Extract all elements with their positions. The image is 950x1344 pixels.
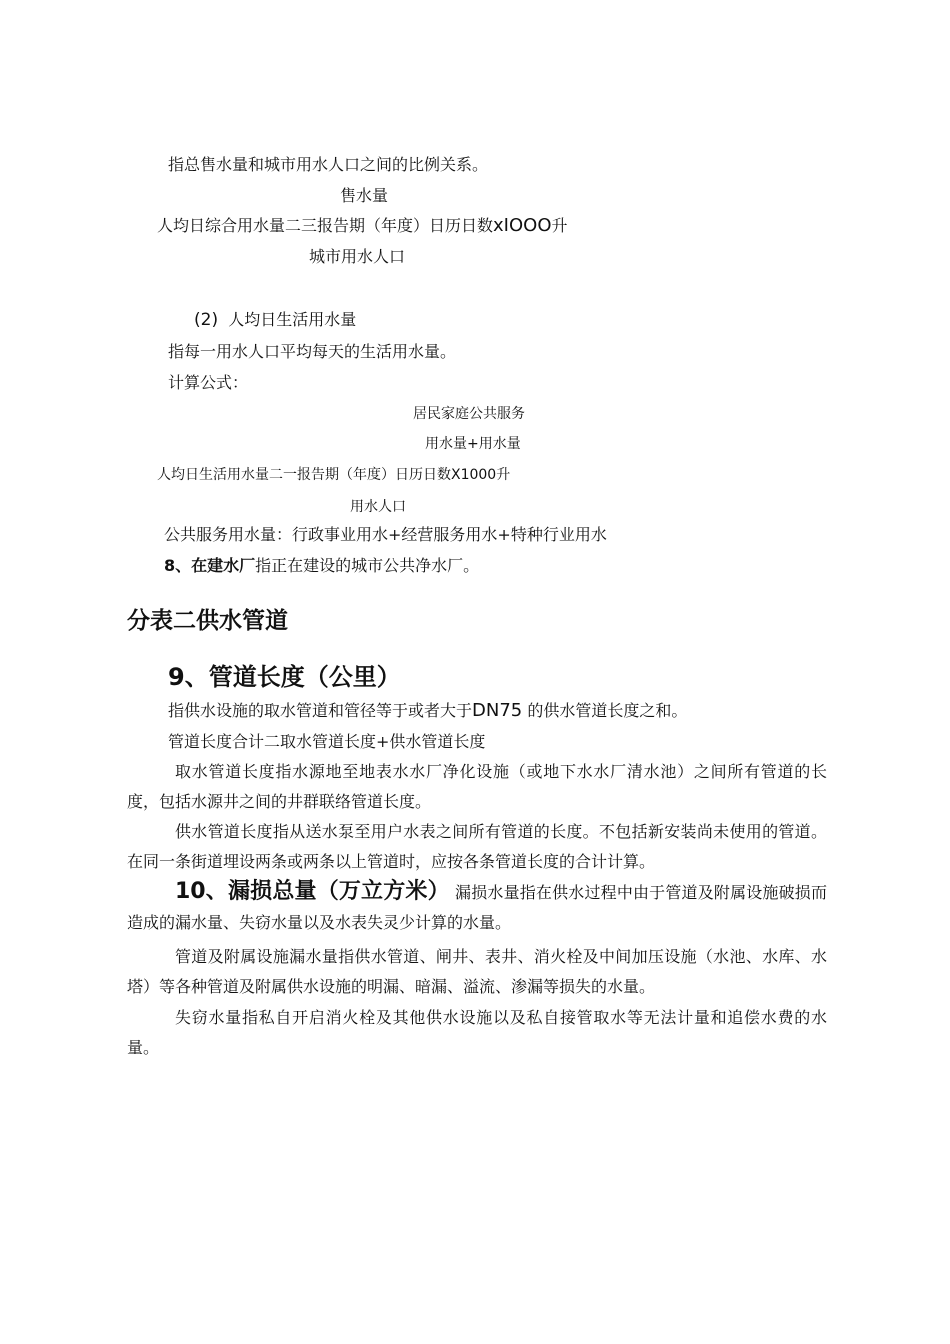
s10-leak-paragraph — [127, 877, 827, 938]
s8-line — [164, 555, 479, 577]
s1-formula-prefix: 人均日综合用水量二三报告期（年度）日历日数 — [157, 216, 494, 235]
s9-definition-prefix: 指供水设施的取水管道和管径等于或者大于 — [168, 701, 473, 720]
s9-definition — [168, 700, 687, 722]
s10-facility-paragraph: 管道及附属设施漏水量指供水管道、闸井、表井、消火栓及中间加压设施（水池、水库、水塔）等各种管道及附属供水设施的明漏、暗漏、溢流、渗漏等损失的水量。 — [127, 947, 827, 996]
s9-title: 9、管道长度（公里） — [168, 663, 401, 691]
table2-title: 分表二供水管道 — [127, 608, 288, 634]
s10-leak-text: 漏损水量指在供水过程中由于管道及附属设施破损而造成的漏水量、失窃水量以及水表失灵少计算的水量。 — [127, 883, 827, 932]
s2-formula-top2: 用水量+用水量 — [425, 436, 521, 452]
s9-sum-line: 管道长度合计二取水管道长度+供水管道长度 — [168, 732, 486, 751]
s10-theft-paragraph: 失窃水量指私自开启消火栓及其他供水设施以及私自接管取水等无法计量和追偿水费的水量。 — [127, 1008, 827, 1057]
s10-title: 10、漏损总量（万立方米） — [175, 879, 450, 904]
s2-title: 人均日生活用水量 — [228, 310, 357, 329]
s2-formula-bottom: 用水人口 — [350, 499, 406, 515]
s1-formula-main — [157, 215, 568, 237]
s1-formula-numerator: 售水量 — [340, 186, 389, 205]
s8-text: 指正在建设的城市公共净水厂。 — [255, 556, 480, 575]
s1-formula-unit: 升 — [551, 216, 568, 235]
s2-formula-label: 计算公式： — [168, 373, 249, 392]
s1-formula-denominator: 城市用水人口 — [309, 247, 406, 266]
s1-formula-multiplier: xIOOO — [493, 215, 552, 236]
s2-formula-main: 人均日生活用水量二一报告期（年度）日历日数X1000升 — [157, 467, 511, 483]
s9-supply-paragraph: 供水管道长度指从送水泵至用户水表之间所有管道的长度。不包括新安装尚未使用的管道。在同一条街道埋设两条或两条以上管道时，应按各条管道长度的合计计算。 — [127, 822, 827, 871]
s8-head: 8、在建水厂 — [164, 556, 256, 575]
s2-marker: (2) — [194, 310, 219, 330]
s9-definition-suffix: 的供水管道长度之和。 — [527, 701, 688, 720]
s2-heading — [194, 309, 356, 331]
s9-intake-paragraph: 取水管道长度指水源地至地表水水厂净化设施（或地下水水厂清水池）之间所有管道的长度，包括水源井之间的井群联络管道长度。 — [127, 762, 827, 811]
s1-definition: 指总售水量和城市用水人口之间的比例关系。 — [168, 155, 489, 174]
s9-definition-dn: DN75 — [472, 700, 523, 721]
s2-definition: 指每一用水人口平均每天的生活用水量。 — [168, 342, 457, 361]
s2-formula-top1: 居民家庭公共服务 — [413, 406, 525, 422]
s2-public-service: 公共服务用水量：行政事业用水+经营服务用水+特种行业用水 — [164, 525, 607, 544]
